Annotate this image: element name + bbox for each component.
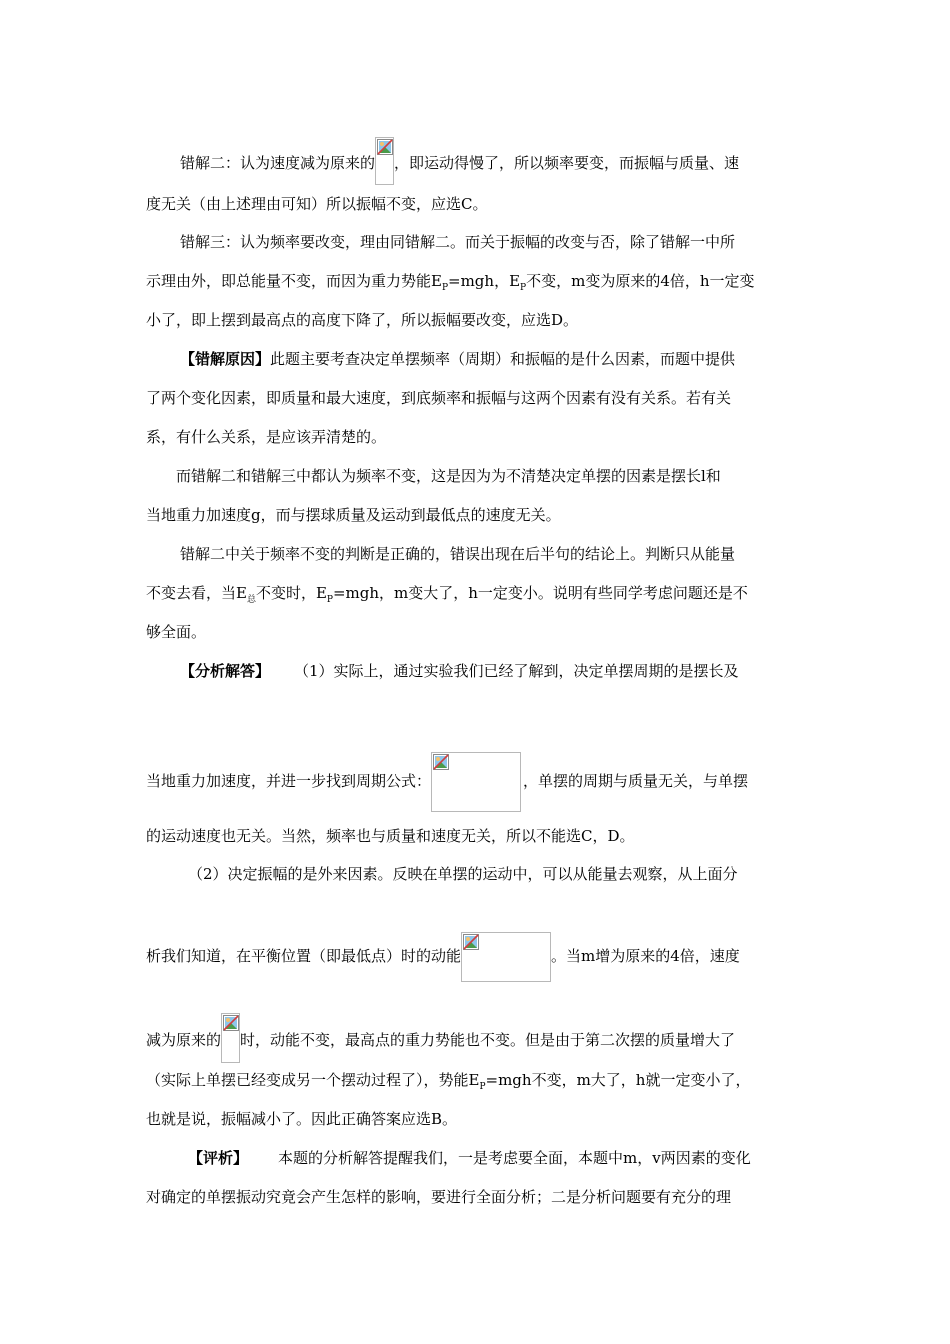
text-run: 不变去看，当E (146, 584, 247, 602)
paragraph-line: 了两个变化因素，即质量和最大速度，到底频率和振幅与这两个因素有没有关系。若有关 (146, 389, 732, 407)
paragraph-line: 也就是说，振幅减小了。因此正确答案应选B。 (146, 1110, 458, 1128)
paragraph-line: 而错解二和错解三中都认为频率不变，这是因为为不清楚决定单摆的因素是摆长l和 (176, 467, 721, 485)
paragraph-line (146, 1070, 750, 1093)
paragraph-line (146, 271, 755, 294)
paragraph-line (188, 1148, 751, 1168)
paragraph-line: 够全面。 (146, 623, 207, 641)
text-run: 错解二：认为速度减为原来的 (180, 154, 376, 172)
subscript: P (441, 283, 449, 293)
paragraph-line: 系，有什么关系，是应该弄清楚的。 (146, 428, 387, 446)
paragraph-line (180, 140, 739, 188)
paragraph-line: 度无关（由上述理由可知）所以振幅不变，应选C。 (146, 195, 488, 213)
subscript: 总 (246, 595, 256, 605)
text-run: =mgh，E (448, 272, 521, 290)
text-run: =mgh不变，m大了，h就一定变小了， (485, 1071, 751, 1089)
paragraph-line (146, 932, 740, 982)
text-run: ，即运动得慢了，所以频率要变，而振幅与质量、速 (394, 154, 740, 172)
paragraph-line (146, 583, 748, 606)
period-formula-image (431, 752, 521, 812)
text-run: 不变，m变为原来的4倍，h一定变 (526, 272, 755, 290)
text-run: 减为原来的 (146, 1031, 222, 1049)
text-run: 当地重力加速度，并进一步找到周期公式： (146, 772, 432, 790)
paragraph-line: 错解二中关于频率不变的判断是正确的，错误出现在后半句的结论上。判断只从能量 (180, 545, 736, 563)
text-run: 时，动能不变，最高点的重力势能也不变。但是由于第二次摆的质量增大了 (240, 1031, 736, 1049)
section-label: 【评析】 (188, 1149, 249, 1167)
paragraph-line: 小了，即上摆到最高点的高度下降了，所以振幅要改变，应选D。 (146, 311, 579, 329)
subscript: P (326, 595, 333, 605)
broken-image-icon (223, 1015, 239, 1031)
text-run: ，单摆的周期与质量无关，与单摆 (523, 772, 749, 790)
broken-image-icon (433, 754, 449, 770)
text-run: =mgh，m变大了，h一定变小。说明有些同学考虑问题还是不 (332, 584, 748, 602)
fraction-image (221, 1013, 240, 1063)
text-run: 。当m增为原来的4倍，速度 (551, 947, 740, 965)
paragraph-line (146, 752, 748, 812)
formula-image (375, 137, 394, 185)
text-run: （1）实际上，通过实验我们已经了解到，决定单摆周期的是摆长及 (294, 662, 739, 680)
paragraph-line (146, 1016, 735, 1066)
subscript: P (479, 1082, 486, 1092)
subscript: P (520, 283, 527, 293)
text-run: 析我们知道，在平衡位置（即最低点）时的动能 (146, 947, 462, 965)
text-run: 本题的分析解答提醒我们，一是考虑要全面，本题中m，v两因素的变化 (278, 1149, 751, 1167)
broken-image-icon (463, 934, 479, 950)
section-label: 【分析解答】 (180, 662, 271, 680)
text-run: 示理由外，即总能量不变，而因为重力势能E (146, 272, 442, 290)
text-run: （实际上单摆已经变成另一个摆动过程了），势能E (146, 1071, 480, 1089)
paragraph-line: 的运动速度也无关。当然，频率也与质量和速度无关，所以不能选C，D。 (146, 827, 635, 845)
section-label: 【错解原因】 (180, 350, 271, 368)
paragraph-line: 当地重力加速度g，而与摆球质量及运动到最低点的速度无关。 (146, 506, 561, 524)
paragraph-line: （2）决定振幅的是外来因素。反映在单摆的运动中，可以从能量去观察，从上面分 (188, 865, 738, 883)
text-run: 不变时，E (255, 584, 327, 602)
paragraph-line (180, 661, 739, 681)
text-run: 此题主要考查决定单摆频率（周期）和振幅的是什么因素，而题中提供 (270, 350, 736, 368)
paragraph-line: 对确定的单摆振动究竟会产生怎样的影响，要进行全面分析；二是分析问题要有充分的理 (146, 1188, 732, 1206)
kinetic-energy-formula-image (461, 932, 551, 982)
paragraph-line (180, 349, 735, 369)
paragraph-line: 错解三：认为频率要改变，理由同错解二。而关于振幅的改变与否，除了错解一中所 (180, 233, 736, 251)
broken-image-icon (377, 139, 393, 155)
